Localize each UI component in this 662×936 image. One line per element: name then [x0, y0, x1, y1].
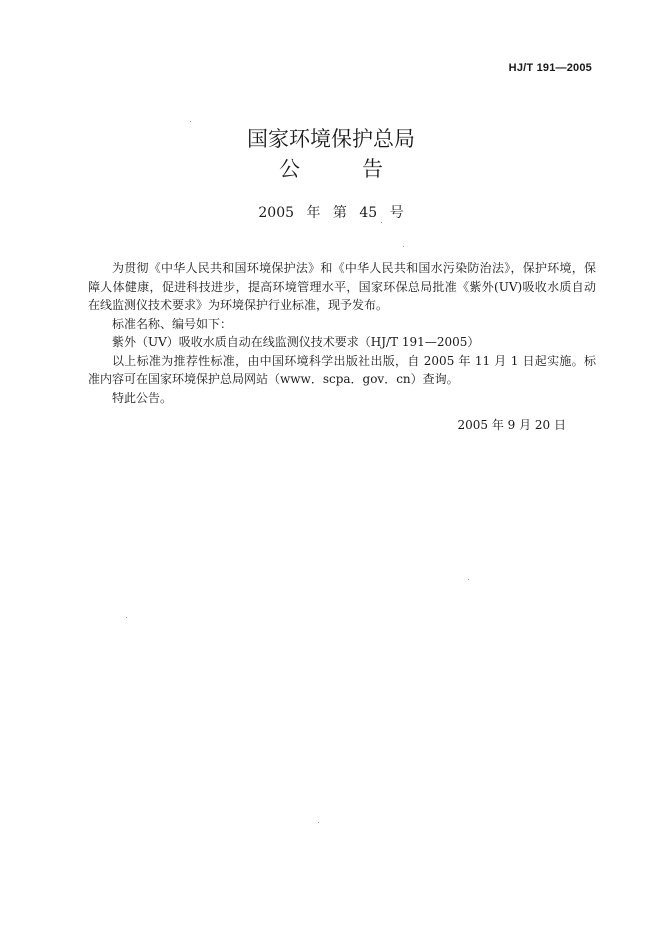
- announcement-body: [88, 259, 596, 407]
- paragraph-purpose: 为贯彻《中华人民共和国环境保护法》和《中华人民共和国水污染防治法》，保护环境，保障人体健康，促进科技进步，提高环境管理水平，国家环保总局批准《紫外(UV)吸收水质自动在线监测仪技术要求》为环境保护行业标准，现予发布。: [88, 261, 596, 312]
- scan-speck: [126, 617, 127, 618]
- paragraph-standard-name: 紫外（UV）吸收水质自动在线监测仪技术要求（HJ/T 191—2005）: [112, 335, 480, 349]
- page-subtitle: 公告: [279, 157, 445, 181]
- paragraph-standard-intro: 标准名称、编号如下：: [112, 316, 233, 331]
- signature-date: 2005 年 9 月 20 日: [457, 418, 566, 432]
- issue-number: 2005 年 第 45 号: [258, 205, 404, 221]
- scan-speck: [318, 822, 319, 823]
- scan-speck: [381, 222, 382, 223]
- scan-speck: [468, 579, 469, 580]
- paragraph-implementation: 以上标准为推荐性标准，由中国环境科学出版社出版，自 2005 年 11 月 1 日起实施。标准内容可在国家环境保护总局网站（www．scpa．gov．cn）查询。: [88, 353, 596, 386]
- paragraph-closing: 特此公告。: [112, 390, 173, 405]
- scan-speck: [403, 246, 404, 247]
- scan-speck: [190, 121, 191, 122]
- page-title: 国家环境保护总局: [247, 127, 415, 151]
- standard-code: HJ/T 191—2005: [508, 62, 592, 74]
